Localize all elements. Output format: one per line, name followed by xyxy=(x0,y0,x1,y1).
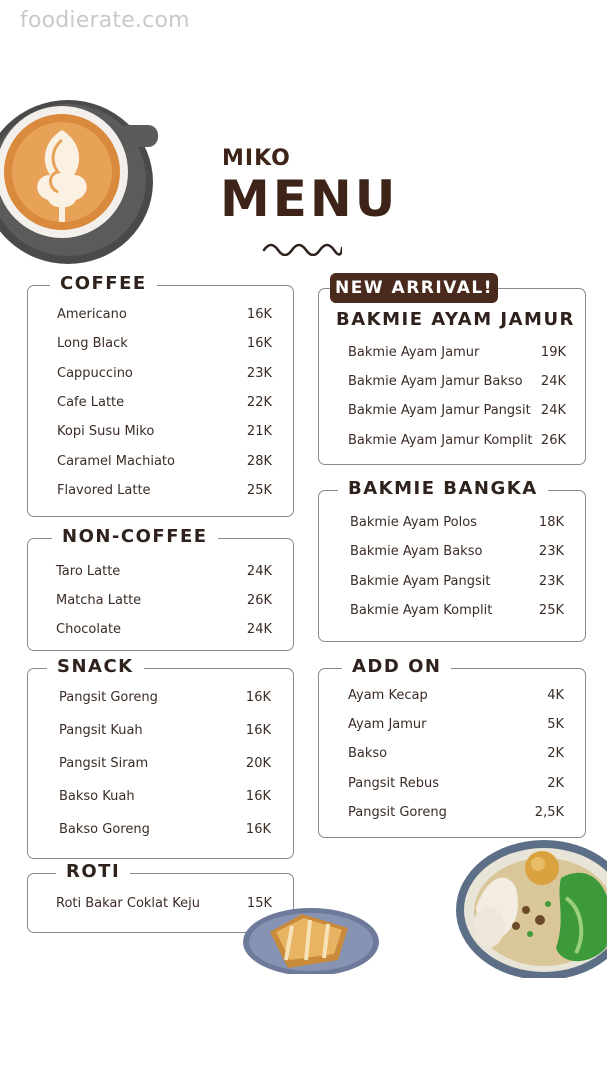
menu-item xyxy=(319,433,585,453)
watermark: foodierate.com xyxy=(20,8,190,33)
menu-item xyxy=(28,395,293,415)
item-price: 18K xyxy=(538,515,564,530)
item-price: 16K xyxy=(246,307,272,322)
item-price: 23K xyxy=(246,366,272,381)
item-price: 28K xyxy=(246,454,272,469)
section-title-coffee: COFFEE xyxy=(50,273,157,294)
menu-item xyxy=(28,789,293,809)
item-name: Americano xyxy=(57,307,127,322)
menu-item xyxy=(28,564,293,584)
item-price: 22K xyxy=(246,395,272,410)
item-name: Cappuccino xyxy=(57,366,133,381)
item-name: Bakso xyxy=(348,746,388,761)
item-price: 25K xyxy=(538,603,564,618)
item-price: 16K xyxy=(245,822,271,837)
menu-item xyxy=(319,515,585,535)
menu-item xyxy=(319,776,585,796)
item-price: 24K xyxy=(540,374,566,389)
menu-item xyxy=(28,822,293,842)
menu-item xyxy=(319,603,585,623)
item-price: 23K xyxy=(538,574,564,589)
item-name: Pangsit Siram xyxy=(59,756,149,771)
item-name: Bakmie Ayam Pangsit xyxy=(350,574,491,589)
item-price: 16K xyxy=(245,789,271,804)
snack-section xyxy=(27,656,294,859)
item-name: Matcha Latte xyxy=(56,593,142,608)
menu-item xyxy=(28,336,293,356)
wave-divider-icon xyxy=(262,238,342,256)
item-price: 20K xyxy=(245,756,271,771)
item-name: Roti Bakar Coklat Keju xyxy=(56,896,200,911)
add-on-section xyxy=(318,656,586,838)
item-price: 25K xyxy=(246,483,272,498)
menu-item xyxy=(28,307,293,327)
menu-item xyxy=(319,717,585,737)
menu-item xyxy=(28,483,293,503)
menu-item xyxy=(28,690,293,710)
item-name: Bakso Kuah xyxy=(59,789,135,804)
item-name: Bakmie Ayam Bakso xyxy=(350,544,483,559)
menu-item xyxy=(28,593,293,613)
section-title-bakmie-bangka: BAKMIE BANGKA xyxy=(338,478,548,499)
item-name: Cafe Latte xyxy=(57,395,125,410)
item-name: Pangsit Goreng xyxy=(59,690,158,705)
item-price: 19K xyxy=(540,345,566,360)
menu-item xyxy=(28,424,293,444)
menu-item xyxy=(28,622,293,642)
section-title-non-coffee: NON-COFFEE xyxy=(52,526,218,547)
menu-item xyxy=(28,756,293,776)
menu-item xyxy=(28,723,293,743)
menu-item xyxy=(319,403,585,423)
item-price: 2K xyxy=(547,776,564,791)
item-price: 2K xyxy=(547,746,564,761)
item-name: Bakmie Ayam Jamur Bakso xyxy=(348,374,523,389)
item-name: Ayam Jamur xyxy=(348,717,427,732)
item-name: Pangsit Kuah xyxy=(59,723,143,738)
section-title-bakmie-ayam-jamur: BAKMIE AYAM JAMUR xyxy=(336,309,575,330)
bakmie-bangka-section xyxy=(318,478,586,642)
item-price: 24K xyxy=(246,622,272,637)
coffee-section xyxy=(27,273,294,517)
item-name: Ayam Kecap xyxy=(348,688,428,703)
item-price: 21K xyxy=(246,424,272,439)
item-price: 16K xyxy=(245,690,271,705)
section-title-roti: ROTI xyxy=(56,861,130,882)
item-name: Chocolate xyxy=(56,622,122,637)
item-name: Kopi Susu Miko xyxy=(57,424,155,439)
menu-item xyxy=(319,805,585,825)
menu-item xyxy=(319,544,585,564)
item-price: 4K xyxy=(547,688,564,703)
item-name: Bakso Goreng xyxy=(59,822,150,837)
item-price: 24K xyxy=(246,564,272,579)
menu-item xyxy=(319,746,585,766)
item-price: 2,5K xyxy=(534,805,564,820)
item-price: 16K xyxy=(246,336,272,351)
item-name: Bakmie Ayam Polos xyxy=(350,515,477,530)
item-price: 15K xyxy=(246,896,272,911)
noodle-bowl-image xyxy=(456,838,607,978)
item-name: Pangsit Goreng xyxy=(348,805,447,820)
menu-item xyxy=(319,688,585,708)
item-price: 24K xyxy=(540,403,566,418)
section-title-snack: SNACK xyxy=(47,656,144,677)
toast-image xyxy=(242,902,380,974)
section-title-add-on: ADD ON xyxy=(342,656,451,677)
item-price: 23K xyxy=(538,544,564,559)
item-name: Bakmie Ayam Jamur Komplit xyxy=(348,433,533,448)
item-price: 16K xyxy=(245,723,271,738)
item-price: 26K xyxy=(246,593,272,608)
brand-name: MIKO xyxy=(222,146,291,171)
non-coffee-section xyxy=(27,526,294,651)
new-arrival-badge: NEW ARRIVAL! xyxy=(330,273,498,303)
item-name: Caramel Machiato xyxy=(57,454,175,469)
item-price: 26K xyxy=(540,433,566,448)
item-name: Bakmie Ayam Jamur xyxy=(348,345,480,360)
menu-item xyxy=(319,374,585,394)
item-price: 5K xyxy=(547,717,564,732)
menu-item xyxy=(28,366,293,386)
item-name: Flavored Latte xyxy=(57,483,151,498)
latte-cup-image xyxy=(0,100,165,265)
menu-item xyxy=(319,574,585,594)
menu-title: MENU xyxy=(220,170,399,228)
menu-item xyxy=(319,345,585,365)
item-name: Taro Latte xyxy=(56,564,121,579)
item-name: Bakmie Ayam Jamur Pangsit xyxy=(348,403,531,418)
item-name: Pangsit Rebus xyxy=(348,776,440,791)
item-name: Bakmie Ayam Komplit xyxy=(350,603,493,618)
menu-item xyxy=(28,454,293,474)
item-name: Long Black xyxy=(57,336,128,351)
